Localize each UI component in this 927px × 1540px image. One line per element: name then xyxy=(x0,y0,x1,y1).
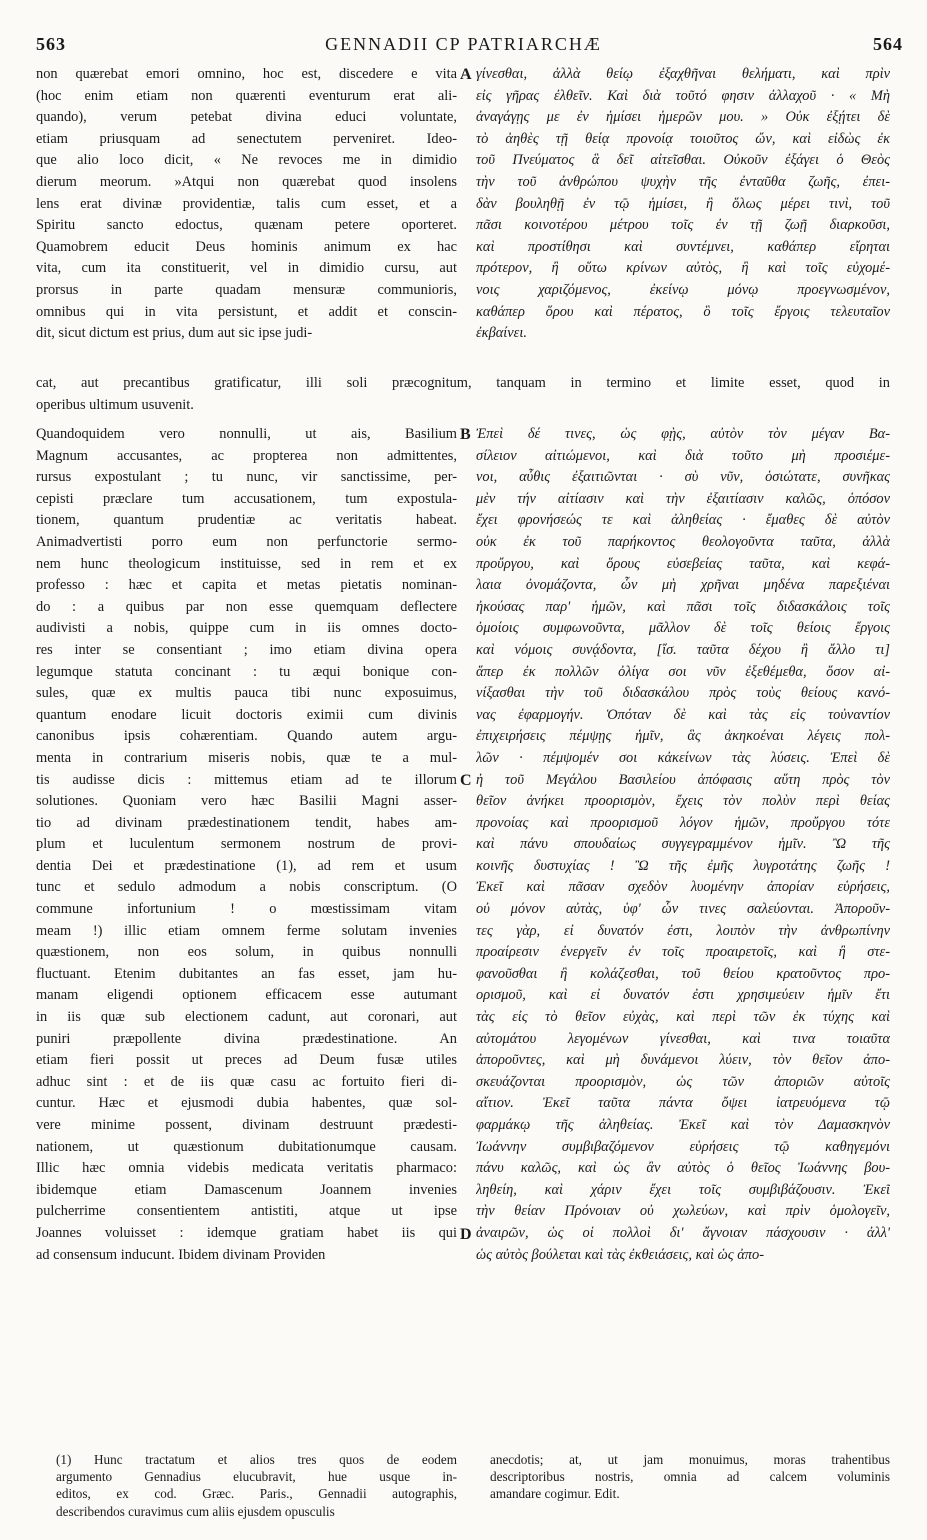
greek-text-line: φανοῦσθαι ἢ κολάζεσθαι, τοῦ θείου κρατοῦντος προ- xyxy=(476,965,890,982)
greek-text-line: πρότερον, ἢ οὕτω κρίνων αὐτὸς, ἢ καὶ τοῖς εὐχομέ- xyxy=(476,260,890,277)
greek-text-line: ἅπερ ἐκ πολλῶν ὀλίγα σοι νῦν ἐξεθέμεθα, ὅσον αἰ- xyxy=(476,663,890,680)
greek-text-line: τοῦ Πνεύματος ἃ δεῖ αἰτεῖσθαι. Οὐκοῦν ἐξάγει ὁ Θεὸς xyxy=(476,152,890,169)
margin-letter-b: B xyxy=(460,426,471,443)
greek-text-line: αἴτιον. Ἐκεῖ ταῦτα πάντα ὄψει ἰατρευόμενα τῷ xyxy=(476,1095,890,1112)
greek-text-line: ορισμοῦ, καὶ εἰ δυνατόν ἐστι χρησιμεύειν ἡμῖν ἔτι xyxy=(476,987,890,1004)
greek-text-line: κοινῆς δυστυχίας ! Ὢ τῆς ἐμῆς λυγροτάτης ζωῆς ! xyxy=(476,857,890,874)
latin-text-line: Animadvertisti porro eum non perfunctorie sermo- xyxy=(36,533,457,550)
greek-text-line: τὴν τοῦ ἀνθρώπου ψυχὴν τῆς ἐνταῦθα ζωῆς, ἐπει- xyxy=(476,173,890,190)
latin-text-line: vere minime possent, divinam destruunt prædesti- xyxy=(36,1117,457,1133)
greek-text-line: τες γὰρ, εἰ δυνατόν ἐστι, λοιπὸν τὴν ἀνθρωπίνην xyxy=(476,922,890,939)
latin-column-block-1 xyxy=(36,64,457,345)
latin-text-line: cepisti præclare tum accusationem, tum expostula- xyxy=(36,490,457,507)
latin-text-line: solutiones. Quoniam vero hæc Basilii Magni asser- xyxy=(36,793,457,810)
greek-text-line: ἔχει φρονήσεώς τε καὶ ἀληθείας · ἔμαθες δὲ αὐτὸν xyxy=(476,512,890,529)
latin-column-block-2 xyxy=(36,424,457,1266)
latin-text-line: do : a quibus par non esse quemquam deflectere xyxy=(36,598,457,615)
greek-text-line: ἀποροῦντες, καὶ μὴ δυνάμενοι λύειν, τὸν θεῖον ἀπο- xyxy=(476,1052,890,1069)
latin-text-line: fluctuant. Etenim dubitantes an fas esset, jam hu- xyxy=(36,965,457,982)
latin-text-line: quæstionem, non eos solum, in quibus nonnulli xyxy=(36,944,457,961)
latin-text-line: Magnum accusantes, ac propterea non admittentes, xyxy=(36,447,457,464)
greek-text-line: τὸ ἀηθὲς τῇ θείᾳ προνοίᾳ τοιοῦτος ὤν, καὶ εἰδὼς ἐκ xyxy=(476,130,890,147)
greek-text-line: μὲν τήν αἰτίασιν καὶ τὴν ἐξαιτίασιν καλῶς, ὁπόσον xyxy=(476,490,890,507)
latin-text-line: cat, aut precantibus gratificatur, illi soli præcognitum, tanquam in termino et limite esset, quod in xyxy=(36,375,890,391)
greek-text-line: νας ἐφαρμογήν. Ὁπόταν δὲ καὶ τὰς εἰς τοὐναντίον xyxy=(476,706,890,723)
latin-text-line: omnibus qui in vita persistunt, et addit et conscin- xyxy=(36,303,457,320)
latin-text-line: Joannes voluisset : idemque gratiam habet iis qui xyxy=(36,1224,457,1241)
latin-text-line: manam eligendi optionem efficacem esse autumant xyxy=(36,987,457,1004)
latin-text-line: rursus expostulant ; tu nunc, vir sanctissime, per- xyxy=(36,469,457,486)
greek-column-block-2 xyxy=(476,424,890,1266)
greek-text-line: ἀναγάγῃς με ἐν ἡμίσει ἡμερῶν μου. » Οὐκ ἐξῄτει δὲ xyxy=(476,109,890,126)
latin-text-line: pulcherrime consentientem antistiti, atque ut ipse xyxy=(36,1203,457,1220)
latin-text-line: meam !) illic etiam omnem ferme solutam invenies xyxy=(36,922,457,939)
greek-text-line: προὔργου, καὶ ὅρους εὐσεβείας ταῦτα, καὶ κεφά- xyxy=(476,555,890,572)
footnote-line: editos, ex cod. Græc. Paris., Gennadii autographis, xyxy=(56,1486,457,1502)
latin-text-line: audivisti a nobis, quippe cum in iis omnes docto- xyxy=(36,620,457,637)
greek-text-line: ὡς αὐτὸς βούλεται καὶ τὰς ἐκθειάσεις, καὶ ὡς ἀπο- xyxy=(476,1246,764,1263)
latin-text-line: adhuc sint : et de iis quæ casu ac fortuito fieri di- xyxy=(36,1073,457,1090)
greek-text-line: νίξασθαι τὴν τοῦ διδασκάλου πρὸς τοὺς θείους κανό- xyxy=(476,685,890,702)
latin-text-line: legumque statuta concinant : tu æqui bonique con- xyxy=(36,663,457,680)
greek-text-line: νοι, αὖθις ἐξαιτιῶνται · σὺ νῦν, ὁσιώτατε, συνῆκας xyxy=(476,469,890,486)
latin-text-line: Illic hæc omnia videbis medicata veritatis pharmaco: xyxy=(36,1160,457,1177)
greek-text-line: ἡ τοῦ Μεγάλου Βασιλείου ἀπόφασις αὕτη πρὸς τὸν xyxy=(476,771,890,788)
latin-text-line: in iis quæ sub electionem cadunt, aut coronari, aut xyxy=(36,1009,457,1026)
greek-text-line: προνοίας καὶ προορισμοῦ λόγον ἡμῶν, προὔργου τότε xyxy=(476,814,890,831)
page-number-right: 564 xyxy=(873,34,903,54)
greek-text-line: λῶν · πέμψομέν σοι κἀκείνων τὰς λύσεις. Ἐπεὶ δὲ xyxy=(476,749,890,766)
footnote-line: describendos curavimus cum aliis ejusdem opusculis xyxy=(56,1503,335,1519)
latin-text-line: vita, cum ita constituerit, vel in dimidio cursu, aut xyxy=(36,260,457,277)
footnote-line: argumento Gennadius elucubravit, hue usque in- xyxy=(56,1469,457,1485)
greek-text-line: γίνεσθαι, ἀλλὰ θείῳ ἐξαχθῆναι θελήματι, καὶ πρὶν xyxy=(476,66,890,82)
latin-text-line: canonibus ipsis cohærentiam. Quando autem argu- xyxy=(36,728,457,745)
footnote-line: (1) Hunc tractatum et alios tres quos de eodem xyxy=(56,1452,457,1467)
latin-text-line: professo : hæc et capita et metas pietatis nominan- xyxy=(36,577,457,594)
latin-text-line: quando), verum petebat divina educi voluntate, xyxy=(36,109,457,126)
greek-text-line: Ἐπεὶ δέ τινες, ὡς φῂς, αὐτὸν τὸν μέγαν Βα- xyxy=(476,426,890,442)
page-header xyxy=(0,34,927,58)
latin-text-line: Quandoquidem vero nonnulli, ut ais, Basilium xyxy=(36,426,457,442)
page-number-left: 563 xyxy=(36,34,66,54)
latin-text-line: tionem, quantum prudentiæ ac veritatis habeat. xyxy=(36,512,457,529)
latin-text-line: (hoc enim etiam non quærenti eventurum erat ali- xyxy=(36,87,457,104)
latin-text-line: non quærebat emori omnino, hoc est, discedere e vita xyxy=(36,66,457,82)
footnote-line: descriptoribus nostris, omnia ad calcem voluminis xyxy=(490,1469,890,1485)
greek-text-line: Ἐκεῖ καὶ πᾶσαν σχεδὸν λυομένην ἀπορίαν εὑρήσεις, xyxy=(476,879,890,896)
greek-text-line: καὶ πάνυ σπουδαίως συγγεγραμμένον ἡμῖν. Ὢ τῆς xyxy=(476,836,890,853)
latin-text-line: operibus ultimum usuvenit. xyxy=(36,396,194,413)
greek-text-line: φαρμάκῳ τῆς ἀληθείας. Ἐκεῖ καὶ τὸν Δαμασκηνὸν xyxy=(476,1117,890,1133)
latin-text-line: dierum meorum. »Atqui non quærebat quod insolens xyxy=(36,173,457,190)
greek-text-line: θεῖον ἀνήκει προορισμὸν, ἔχεις τὸν πολὺν περὶ θείας xyxy=(476,793,890,810)
greek-text-line: αὐτομάτου λεγομένων γίνεσθαι, καὶ τινα τοιαῦτα xyxy=(476,1030,890,1047)
greek-text-line: οὐκ ἐκ τοῦ παρήκοντος θεολογοῦντα ταῦτα, ἀλλὰ xyxy=(476,533,890,550)
latin-text-line: Quamobrem educit Deus hominis animum ex hac xyxy=(36,238,457,255)
latin-text-line: puniri præpollente divina prædestinatione. An xyxy=(36,1030,457,1047)
footnote-line: amandare cogimur. Edit. xyxy=(490,1486,620,1502)
margin-letter-a: A xyxy=(460,66,472,83)
greek-text-line: τὴν θείαν Πρόνοιαν οὐ χωλεύων, καὶ πρὶν ὁμολογεῖν, xyxy=(476,1203,890,1220)
latin-text-line: Spiritu sancto edoctus, quænam petere oporteret. xyxy=(36,217,457,234)
latin-text-line: res inter se consentiant ; imo etiam divina opera xyxy=(36,641,457,658)
greek-text-line: πάνυ καλῶς, καὶ ὡς ἂν αὐτὸς ὁ θεῖος Ἰωάννης βου- xyxy=(476,1160,890,1177)
margin-letter-c: C xyxy=(460,772,472,789)
greek-text-line: καὶ προστίθησι καὶ συντέμνει, καθάπερ εἴρηται xyxy=(476,238,890,255)
greek-text-line: ἠκούσας παρ' ἡμῶν, καὶ πᾶσι τοῖς διδασκάλοις τοῖς xyxy=(476,598,890,615)
latin-text-line: commune infortunium ! o mœstissimam vitam xyxy=(36,901,457,918)
latin-text-line: menta in contrarium miseris nobis, quæ te a mul- xyxy=(36,749,457,766)
latin-text-line: tis audisse dicis : mittemus etiam ad te illorum xyxy=(36,771,457,788)
greek-text-line: ληθείη, καὶ χάριν ἔχει τοῖς συμβιβάζουσιν. Ἐκεῖ xyxy=(476,1181,890,1198)
greek-text-line: ἐπιχειρήσεις πέμψῃς ἡμῖν, ἃς ἀκηκοέναι λέγεις πολ- xyxy=(476,728,890,745)
greek-text-line: καθάπερ ὅρου καὶ πέρατος, ὃ τοῖς ἔργοις τελευταῖον xyxy=(476,303,890,320)
latin-text-line: lens erat divinæ providentiæ, talis cum esset, et a xyxy=(36,195,457,212)
latin-text-line: nem hunc theologicum instituisse, sed in rem et ex xyxy=(36,555,457,572)
latin-text-line: cuntur. Hæc et ejusmodi dubia habentes, quæ sol- xyxy=(36,1095,457,1112)
latin-text-line: nationem, ut quæstionum dubitationumque causam. xyxy=(36,1138,457,1155)
latin-text-line: ad consensum inducunt. Ibidem divinam Providen xyxy=(36,1246,326,1263)
greek-text-line: καὶ νόμοις συνᾴδοντα, [ἴσ. ταῦτα δέχου ἢ ἄλλο τι] xyxy=(476,641,890,658)
greek-text-line: Ἰωάννην συμβιβαζόμενον εὑρήσεις τῷ καθηγεμόνι xyxy=(476,1138,890,1155)
greek-text-line: προαίρεσιν ἐνεργεῖν ἐν τοῖς προαιρετοῖς, καὶ ἢ στε- xyxy=(476,944,890,961)
latin-text-line: etiam priusquam ad senectutem perveniret. Ideo- xyxy=(36,130,457,147)
latin-text-line: dit, sicut dictum est prius, dum aut sic ipse judi- xyxy=(36,325,313,342)
latin-text-line: tunc et sedulo admodum a nobis conscriptum. (O xyxy=(36,879,457,896)
greek-text-line: σίλειον αἰτιώμενοι, καὶ διὰ τοῦτο μὴ προσιέμε- xyxy=(476,447,890,464)
latin-text-line: prorsus in parte quadam mensuræ communioris, xyxy=(36,281,457,298)
latin-text-line: que alio loco dicit, « Ne revoces me in dimidio xyxy=(36,152,457,169)
greek-text-line: οὐ μόνον αὐτὰς, ὑφ' ὧν τινες σαλεύονται. Ἀποροῦν- xyxy=(476,901,890,918)
greek-text-line: τὰς εἰς τὸ θεῖον εὐχὰς, καὶ περὶ τῶν ἐκ τύχης καὶ xyxy=(476,1009,890,1026)
latin-full-width-lines xyxy=(36,373,890,416)
greek-column-block-1 xyxy=(476,64,890,345)
footnote-line: anecdotis; at, ut jam monuimus, moras trahentibus xyxy=(490,1452,890,1467)
greek-text-line: εἰς γῆρας ἐλθεῖν. Καὶ διὰ τοῦτό φησιν ἀλλαχοῦ · « Μὴ xyxy=(476,87,890,104)
footnote-right xyxy=(490,1451,890,1503)
greek-text-line: ἀναιρῶν, ὡς οἱ πολλοὶ δι' ἄγνοιαν πάσχουσιν · ἀλλ' xyxy=(476,1224,890,1241)
greek-text-line: λαια ὀνομάζοντα, ὧν μὴ χρῆναι μηδένα παρεξιέναι xyxy=(476,577,890,594)
margin-letter-d: D xyxy=(460,1226,472,1243)
greek-text-line: ὁμοίοις συμφωνοῦντα, μᾶλλον δὲ τοῖς θείοις ἔργοις xyxy=(476,620,890,637)
latin-text-line: tio ad divinam prædestinationem tendit, habes am- xyxy=(36,814,457,831)
greek-text-line: ἐκβαίνει. xyxy=(476,325,527,342)
running-title: GENNADII CP PATRIARCHÆ xyxy=(325,34,602,54)
latin-text-line: plum et luculentum sermonem nostrum de provi- xyxy=(36,836,457,853)
footnote-left xyxy=(56,1451,457,1520)
latin-text-line: dentia Dei et prædestinatione (1), ad rem et usum xyxy=(36,857,457,874)
greek-text-line: δὰν βουληθῇ ἐν τῷ ἡμίσει, ἢ ὅλως μέρει τινὶ, τοῦ xyxy=(476,195,890,212)
latin-text-line: ibidemque etiam Damascenum Joannem invenies xyxy=(36,1181,457,1198)
greek-text-line: πᾶσι κοινοτέρου μέτρου τοῖς ἐν τῇ ζωῇ διαρκοῦσι, xyxy=(476,217,890,234)
latin-text-line: sules, quæ ex multis pauca tibi nunc exposuimus, xyxy=(36,685,457,702)
latin-text-line: etiam fieri possit ut preces ad Deum fusæ utiles xyxy=(36,1052,457,1069)
latin-text-line: quantum enodare licuit doctoris eximii cum divinis xyxy=(36,706,457,723)
greek-text-line: σκευάζονται προορισμὸν, ὡς τῶν ἀποριῶν αὐτοῖς xyxy=(476,1073,890,1090)
greek-text-line: νοις χαριζόμενος, ἐκείνῳ μόνῳ προεγνωσμένον, xyxy=(476,281,890,298)
